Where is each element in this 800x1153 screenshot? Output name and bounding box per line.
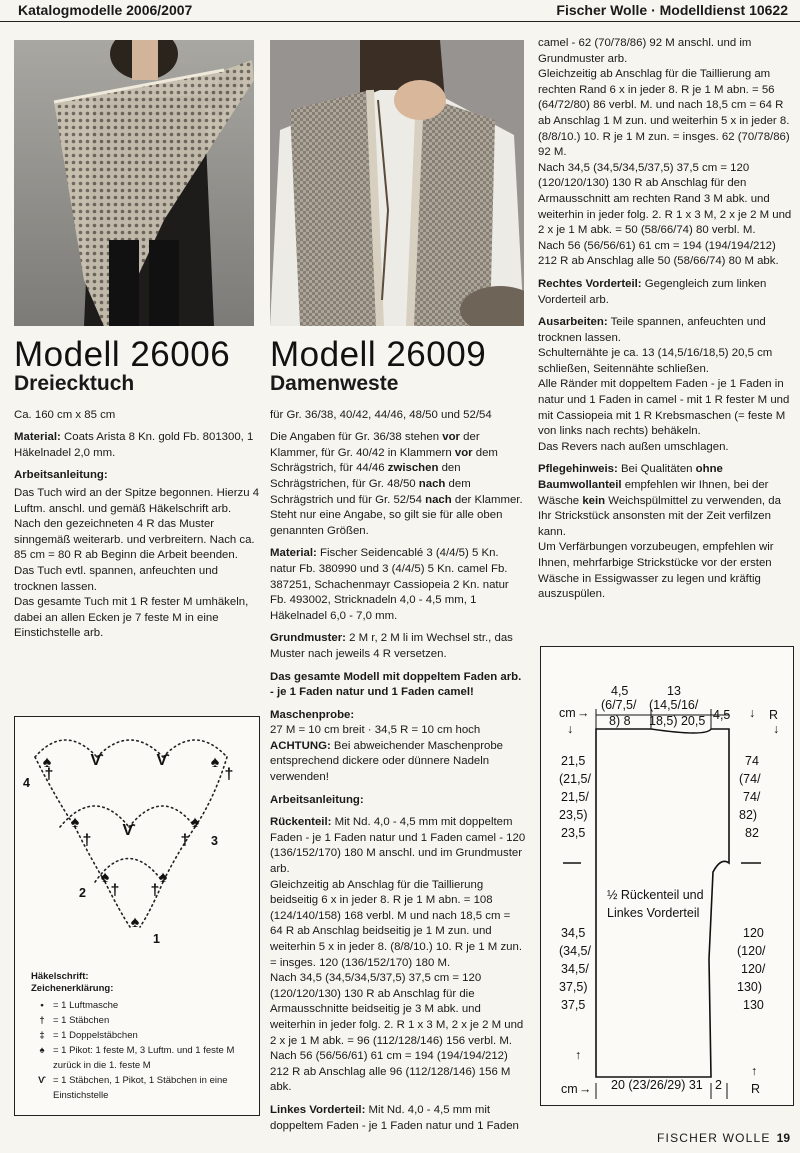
grundmuster: Grundmuster: 2 M r, 2 M li im Wechsel str., das Muster nach jeweils 4 R versetzen. [270, 632, 513, 660]
dim-label: (14,5/16/ [649, 698, 699, 712]
model-26009-subtitle: Damenweste [270, 372, 399, 395]
picot-icon: ♠ [100, 869, 110, 886]
dim-label: 74/ [743, 790, 761, 804]
footer-brand: FISCHER WOLLE [657, 1131, 771, 1145]
picot-icon: ♠ [158, 869, 168, 886]
dim-label: 8) 8 [609, 714, 631, 728]
dim-label: 23,5 [561, 826, 586, 840]
picot-icon: ♠ [42, 754, 52, 771]
arrow-down-icon: ↓ [567, 722, 574, 736]
dim-label: 21,5/ [561, 790, 589, 804]
model-26009-sizes: für Gr. 36/38, 40/42, 44/46, 48/50 und 52/54 [270, 408, 492, 421]
picot-icon: ♠ [210, 754, 220, 771]
dim-label: 74 [745, 754, 759, 768]
row-number: 3 [211, 834, 218, 848]
legend-subtitle: Zeichenerklärung: [31, 983, 114, 994]
model-26006-subtitle: Dreiecktuch [14, 372, 135, 395]
arrow-right-icon: → [577, 706, 590, 720]
pattern-schematic-box [540, 646, 794, 1106]
picot-icon: ♠ [70, 814, 80, 831]
picot-icon: ♠ [39, 1045, 45, 1056]
stitch-icon: † [82, 832, 92, 849]
dim-label: 4,5 [713, 708, 731, 722]
chart-legend [31, 971, 253, 1103]
dim-label: 37,5 [561, 998, 586, 1012]
cm-label-top: cm [559, 706, 576, 720]
model-26006-title: Modell 26006 [14, 335, 231, 374]
dim-label: 130 [743, 998, 764, 1012]
row-number: 4 [23, 776, 30, 790]
v-stitch-icon: Ѵ [156, 752, 170, 769]
legend-item: Ѵ = 1 Stäbchen, 1 Pikot, 1 Stäbchen in eine Einstichstelle [31, 1073, 253, 1103]
model-26009-title: Modell 26009 [270, 335, 487, 374]
picot-icon: ♠ [190, 814, 200, 831]
chain-icon: • [40, 1000, 44, 1011]
double-thread-note: Das gesamte Modell mit doppeltem Faden arb. - je 1 Faden natur und 1 Faden camel! [270, 670, 522, 699]
legend-item: ♠ = 1 Pikot: 1 feste M, 3 Luftm. und 1 feste M zurück in die 1. feste M [31, 1043, 253, 1073]
arrow-down-icon: ↓ [749, 706, 756, 720]
pattern-schematic [541, 647, 791, 1103]
dim-label: 120 [743, 926, 764, 940]
dim-label: 13 [667, 684, 681, 698]
row-number: 1 [153, 932, 160, 946]
back-piece-instructions: Rückenteil: Mit Nd. 4,0 - 4,5 mm mit doppeltem Faden - je 1 Faden natur und 1 Faden camel - 120 (136/152/170) 180 M anschl. und im Grundmuster arb. Gleichzeitig ab Anschlag für die Taillierung beidseitig 6 x in jeder 8. R je 1 M abn. = 108 (124/140/158) 168 verbl. M und nach 18,5 cm = 64 R ab Anschlag beidseitig je 1 M zun. und weiterhin 5 x in jeder 8. (8/8/10.) 10. R je 1 M zun. = insges. 120 (136/152/170) 180 M. Nach 34,5 (34,5/34,5/37,5) 37,5 cm = 120 (120/120/130) 130 R ab Anschlag für die Armausschnitte beidseitig je 3 M abk. und weiterhin in jeder folg. 2. R 1 x 3 M, 2 x je 2 M und 2 x je 1 M abk. = 96 (112/128/146) 156 verbl. M. Nach 56 (56/56/61) 61 cm = 194 (194/194/212) 212 R ab Anschlag alle 96 (112/128/146) 156 M abk. [270, 816, 526, 1094]
piece-label: ½ Rückenteil und [607, 888, 704, 902]
model-26006-material: Material: Coats Arista 8 Kn. gold Fb. 801300, 1 Häkelnadel 2,0 mm. [14, 431, 254, 459]
column-3 [538, 36, 794, 603]
double-crochet-icon: † [39, 1015, 45, 1026]
dim-label: (34,5/ [559, 944, 591, 958]
picot-icon: ♠ [130, 914, 140, 931]
instruction-line: Das Tuch wird an der Spitze begonnen. Hierzu 4 Luftm. anschl. und gemäß Häkelschrift arb. [14, 486, 260, 515]
model-26006-size: Ca. 160 cm x 85 cm [14, 408, 116, 421]
dim-label: 120/ [741, 962, 766, 976]
arrow-up-icon: ↑ [751, 1064, 758, 1078]
legend-item: † = 1 Stäbchen [31, 1013, 253, 1028]
left-front-continued: camel - 62 (70/78/86) 92 M anschl. und im Grundmuster arb. Gleichzeitig ab Anschlag für die Taillierung am rechten Rand 6 x in jeder 8. R je 1 M abn. = 56 (64/72/80) 86 verbl. M. und nach 18,5 cm = 64 R ab Anschlag 1 M zun. und weiterhin 5 x in jeder 8. (8/8/10.) 10. R je 1 M zun. = insges. 62 (70/78/86) 92 M. Nach 34,5 (34,5/34,5/37,5) 37,5 cm = 120 (120/120/130) 130 R ab Anschlag für den Armausschnitt am rechten Rand 3 M abk. und weiterhin in jeder folg. 2. R 1 x 3 M, 2 x je 2 M und 2 x je 1 M abk. = 50 (58/66/74) 80 verbl. M. Nach 56 (56/56/61) 61 cm = 194 (194/194/212) 212 R ab Anschlag alle 50 (58/66/74) 80 M abk. [538, 37, 792, 268]
dim-label: (6/7,5/ [601, 698, 637, 712]
treble-crochet-icon: ‡ [39, 1030, 45, 1041]
bottom-width-label: 2 [715, 1078, 722, 1092]
crochet-chart-box [14, 716, 260, 1116]
dim-label: 21,5 [561, 754, 586, 768]
model-26009-column [270, 336, 526, 1134]
dim-label: 37,5) [559, 980, 588, 994]
dim-label: (74/ [739, 772, 761, 786]
scarf-photo [14, 40, 254, 326]
gauge-block: Maschenprobe: 27 M = 10 cm breit · 34,5 R = 10 cm hoch ACHTUNG: Bei abweichender Maschenprobe entsprechend dickere oder dünnere Nadeln verwenden! [270, 708, 503, 784]
v-stitch-icon: Ѵ [122, 822, 136, 839]
dim-label: 23,5) [559, 808, 588, 822]
arrow-up-icon: ↑ [575, 1048, 582, 1062]
size-note: Die Angaben für Gr. 36/38 stehen vor der Klammer, für Gr. 40/42 in Klammern vor dem Schrägstrich, für 44/46 zwischen den Schrägstrichen, für Gr. 48/50 nach dem Schrägstrich und für Gr. 52/54 nach der Klammer. Steht nur eine Angabe, so gilt sie für alle oben genannten Größen. [270, 431, 523, 537]
dim-label: (120/ [737, 944, 766, 958]
v-stitch-icon: Ѵ [90, 752, 104, 769]
page-header [0, 0, 800, 22]
model-26009-instructions-heading: Arbeitsanleitung: [270, 793, 364, 806]
dim-label: 4,5 [611, 684, 629, 698]
stitch-icon: † [180, 832, 190, 849]
page-number: 19 [776, 1131, 790, 1145]
instruction-line: Nach den gezeichneten 4 R das Muster sinngemäß weiterarb. und verbreitern. Nach ca. 85 cm = 80 R ab Beginn die Arbeit beenden. [14, 518, 255, 562]
piece-label: Linkes Vorderteil [607, 906, 700, 920]
right-front-instructions: Rechtes Vorderteil: Gegengleich zum linken Vorderteil arb. [538, 277, 767, 306]
page-footer [657, 1131, 790, 1145]
stitch-icon: † [110, 882, 120, 899]
cm-label-bottom: cm [561, 1082, 578, 1096]
legend-item: • = 1 Luftmasche [31, 998, 253, 1013]
arrow-down-icon: ↓ [773, 722, 780, 736]
vest-photo [270, 40, 524, 326]
dim-label: (21,5/ [559, 772, 591, 786]
v-stitch-icon: Ѵ [38, 1075, 46, 1086]
row-number: 2 [79, 886, 86, 900]
service-title: Fischer Wolle · Modelldienst 10622 [556, 2, 788, 18]
legend-title: Häkelschrift: [31, 971, 89, 982]
model-26006-instructions-heading: Arbeitsanleitung: [14, 469, 108, 482]
stitch-icon: † [150, 882, 160, 899]
bottom-width-label: 20 (23/26/29) 31 [611, 1078, 703, 1092]
finishing-instructions: Ausarbeiten: Teile spannen, anfeuchten und trocknen lassen. Schulternähte je ca. 13 (14,5/16/18,5) 20,5 cm schließen, Seitennähte schließen. Alle Ränder mit doppeltem Faden - je 1 Faden in natur und 1 Faden in camel - mit 1 R fester M und mit Cassiopeia mit 1 R Krebsmaschen (= feste M von links nach rechts) behäkeln. Das Revers nach außen umschlagen. [538, 316, 790, 453]
instruction-line: Das gesamte Tuch mit 1 R fester M umhäkeln, dabei an allen Ecken je 7 feste M in eine Einstichstelle arb. [14, 596, 249, 640]
dim-label: 82) [739, 808, 758, 822]
dim-label: 34,5 [561, 926, 586, 940]
r-label-bottom: R [751, 1082, 761, 1096]
instruction-line: Das Tuch evtl. spannen, anfeuchten und trocknen lassen. [14, 564, 218, 593]
dim-label: 34,5/ [561, 962, 589, 976]
model-26006-column [14, 336, 260, 642]
dim-label: 130) [737, 980, 763, 994]
care-instructions: Pflegehinweis: Bei Qualitäten ohne Baumwollanteil empfehlen wir Ihnen, bei der Wäsche kein Weichspülmittel zu verwenden, da Ihr Strickstück ansonsten mit der Zeit verfilzen kann. Um Verfärbungen vorzubeugen, empfehlen wir Ihnen, mehrfarbige Strickstücke vor der ersten Wäsche in Essigwasser zu legen und kräftig auszuspülen. [538, 463, 781, 601]
model-26009-material: Material: Fischer Seidencablé 3 (4/4/5) 5 Kn. natur Fb. 380990 und 3 (4/4/5) 5 Kn. camel Fb. 387251, Schachenmayr Cassiopeia 2 Kn. natur Fb. 493002, Stricknadeln 4,0 - 4,5 mm, 1 Häkelnadel 6,0 - 7,0 mm. [270, 547, 509, 622]
dim-label: 82 [745, 826, 759, 840]
crochet-chart [15, 717, 257, 967]
stitch-icon: † [44, 766, 54, 783]
legend-item: ‡ = 1 Doppelstäbchen [31, 1028, 253, 1043]
left-front-instructions: Linkes Vorderteil: Mit Nd. 4,0 - 4,5 mm mit doppeltem Faden - je 1 Faden natur und 1 Faden [270, 1103, 519, 1132]
model-26006-instructions [14, 486, 260, 642]
dim-label: 18,5) 20,5 [649, 714, 706, 728]
arrow-right-icon: → [579, 1082, 592, 1096]
r-label-top: R [769, 708, 779, 722]
stitch-icon: † [224, 766, 234, 783]
catalog-title: Katalogmodelle 2006/2007 [18, 2, 193, 18]
